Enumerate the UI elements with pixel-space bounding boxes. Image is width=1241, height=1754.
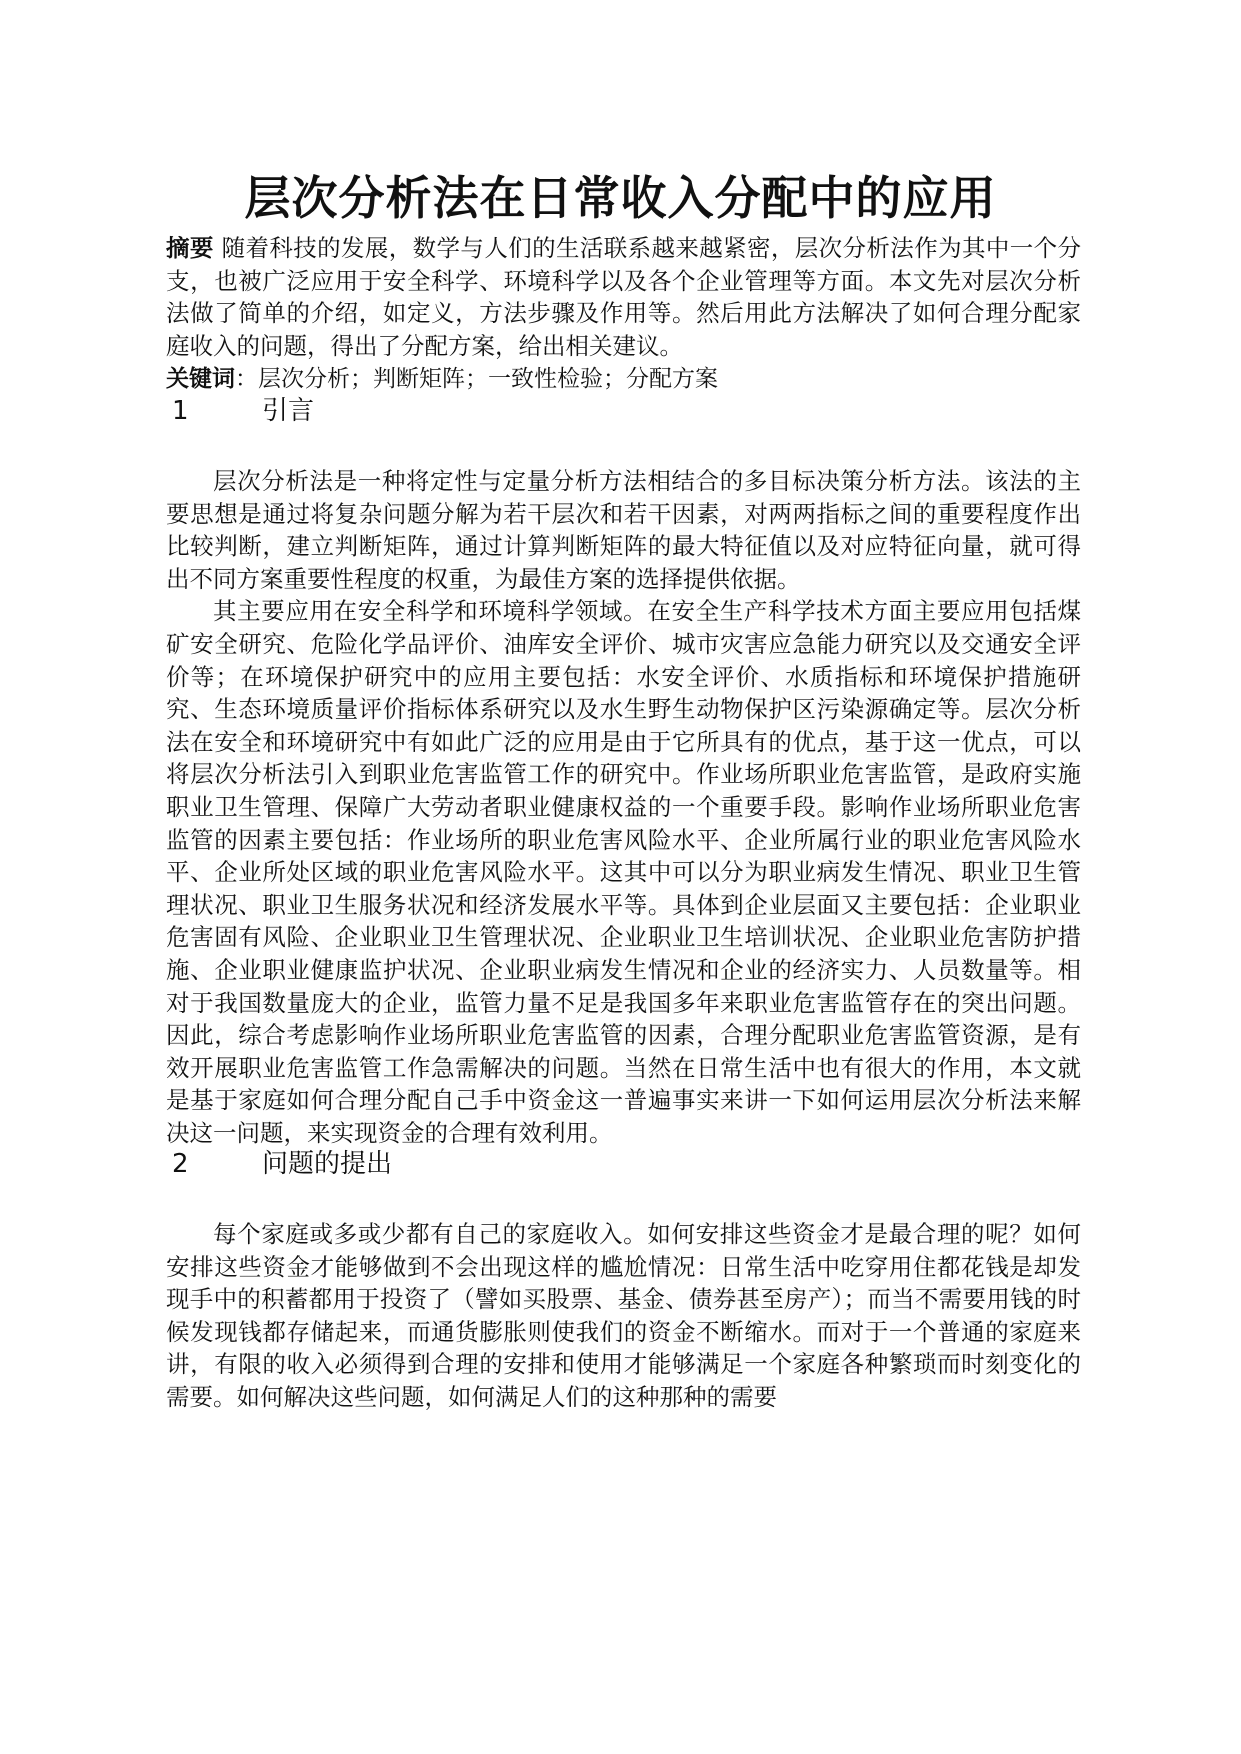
keywords xyxy=(166,363,1081,395)
section-body-problem xyxy=(166,1218,1081,1414)
keywords-text: ：层次分析；判断矩阵；一致性检验；分配方案 xyxy=(235,366,718,392)
section-number: 1 xyxy=(172,396,189,426)
paper-title: 层次分析法在日常收入分配中的应用 xyxy=(244,171,997,225)
paragraph: 每个家庭或多或少都有自己的家庭收入。如何安排这些资金才是最合理的呢？如何安排这些资金才能够做到不会出现这样的尴尬情况：日常生活中吃穿用住都花钱是却发现手中的积蓄都用于投资了（譬如买股票、基金、债券甚至房产）；而当不需要用钱的时候发现钱都存储起来，而通货膨胀则使我们的资金不断缩水。而对于一个普通的家庭来讲，有限的收入必须得到合理的安排和使用才能够满足一个家庭各种繁琐而时刻变化的需要。如何解决这些问题，如何满足人们的这种那种的需要 xyxy=(166,1220,1081,1411)
section-number: 2 xyxy=(172,1149,189,1179)
paragraph: 层次分析法是一种将定性与定量分析方法相结合的多目标决策分析方法。该法的主要思想是通过将复杂问题分解为若干层次和若干因素，对两两指标之间的重要程度作出比较判断，建立判断矩阵，通过计算判断矩阵的最大特征值以及对应特征向量，就可得出不同方案重要性程度的权重，为最佳方案的选择提供依据。 xyxy=(166,467,1081,593)
paragraph: 其主要应用在安全科学和环境科学领域。在安全生产科学技术方面主要应用包括煤矿安全研究、危险化学品评价、油库安全评价、城市灾害应急能力研究以及交通安全评价等；在环境保护研究中的应用主要包括：水安全评价、水质指标和环境保护措施研究、生态环境质量评价指标体系研究以及水生野生动物保护区污染源确定等。层次分析法在安全和环境研究中有如此广泛的应用是由于它所具有的优点，基于这一优点，可以将层次分析法引入到职业危害监管工作的研究中。作业场所职业危害监管，是政府实施职业卫生管理、保障广大劳动者职业健康权益的一个重要手段。影响作业场所职业危害监管的因素主要包括：作业场所的职业危害风险水平、企业所属行业的职业危害风险水平、企业所处区域的职业危害风险水平。这其中可以分为职业病发生情况、职业卫生管理状况、职业卫生服务状况和经济发展水平等。具体到企业层面又主要包括：企业职业危害固有风险、企业职业卫生管理状况、企业职业卫生培训状况、企业职业危害防护措施、企业职业健康监护状况、企业职业病发生情况和企业的经济实力、人员数量等。相对于我国数量庞大的企业，监管力量不足是我国多年来职业危害监管存在的突出问题。因此，综合考虑影响作业场所职业危害监管的因素，合理分配职业危害监管资源，是有效开展职业危害监管工作急需解决的问题。当然在日常生活中也有很大的作用，本文就是基于家庭如何合理分配自己手中资金这一普遍事实来讲一下如何运用层次分析法来解决这一问题，来实现资金的合理有效利用。 xyxy=(166,597,1081,1147)
section-heading-problem xyxy=(166,1146,1081,1182)
keywords-label: 关键词 xyxy=(166,366,235,392)
abstract-text: 随着科技的发展，数学与人们的生活联系越来越紧密，层次分析法作为其中一个分支，也被广泛应用于安全科学、环境科学以及各个企业管理等方面。本文先对层次分析法做了简单的介绍，如定义，方法步骤及作用等。然后用此方法解决了如何合理分配家庭收入的问题，得出了分配方案，给出相关建议。 xyxy=(166,234,1081,360)
section-body-introduction xyxy=(166,465,1081,1149)
section-title: 引言 xyxy=(262,396,315,426)
abstract-label: 摘要 xyxy=(166,234,214,262)
section-heading-introduction xyxy=(166,393,1081,429)
abstract xyxy=(166,232,1081,362)
section-title: 问题的提出 xyxy=(262,1149,393,1179)
